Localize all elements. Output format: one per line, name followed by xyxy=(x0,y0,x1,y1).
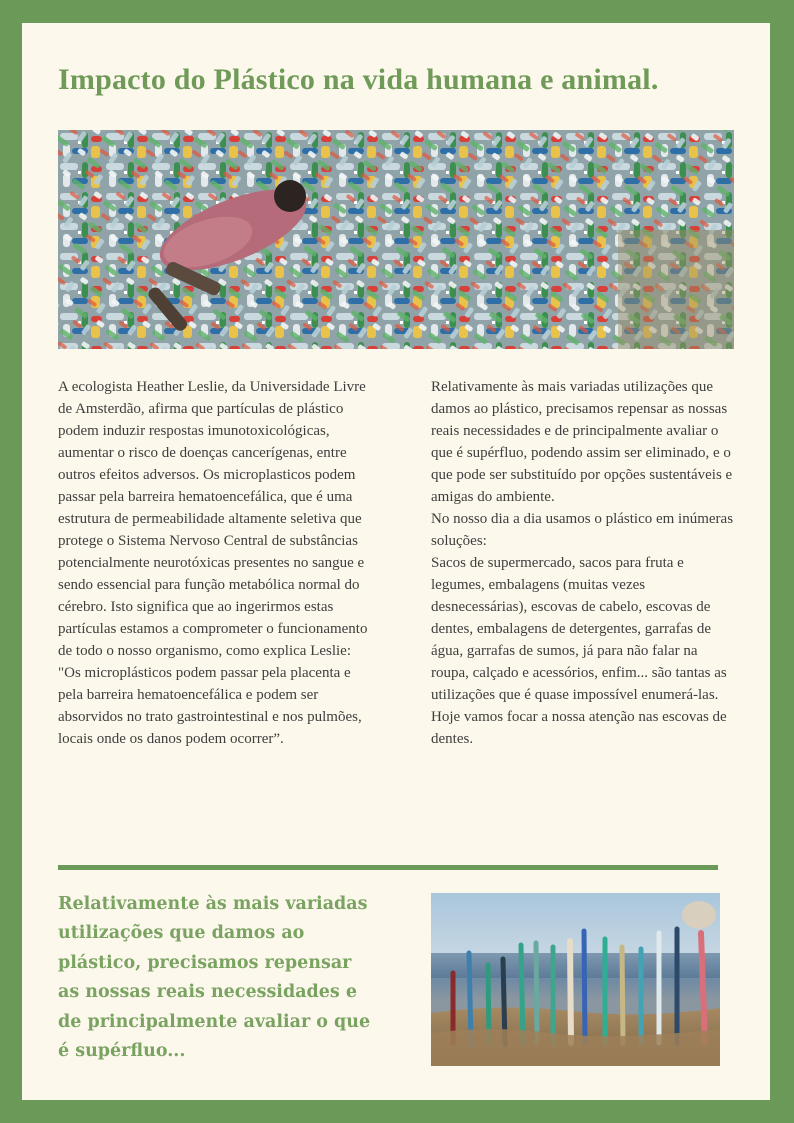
article-column-right xyxy=(431,376,737,750)
toothbrushes-photo xyxy=(431,893,720,1066)
article-column-left xyxy=(58,376,370,750)
section-divider xyxy=(58,865,718,870)
page-title: Impacto do Plástico na vida humana e animal. xyxy=(58,63,659,96)
article-paragraph: A ecologista Heather Leslie, da Universidade Livre de Amsterdão, afirma que partículas de plástico podem induzir respostas imunotoxicológicas, aumentar o risco de doenças cancerígenas, entre outros efeitos adversos. Os microplasticos podem passar pela barreira hematoencefálica, que é uma estrutura de permeabilidade altamente seletiva que protege o Sistema Nervoso Central de substâncias potencialmente neurotóxicas presentes no sangue e sendo essencial para função metabólica normal do cérebro. Isto significa que ao ingerirmos estas partículas estamos a comprometer o funcionamento de todo o nosso organismo, como explica Leslie: "Os microplásticos podem passar pela placenta e pela barreira hematoencefálica e podem ser absorvidos no trato gastrointestinal e nos pulmões, locais onde os danos podem ocorrer”. xyxy=(58,379,368,747)
document-page xyxy=(22,23,770,1100)
plastic-bottles-photo xyxy=(58,130,734,349)
pull-quote: Relativamente às mais variadas utilizações que damos ao plástico, precisamos repensar as nossas reais necessidades e de principalmente avaliar o que é supérfluo... xyxy=(58,894,371,1062)
article-paragraph: Sacos de supermercado, sacos para fruta e legumes, embalagens (muitas vezes desnecessárias), escovas de cabelo, escovas de dentes, embalagens de detergentes, garrafas de água, garrafas de sumos, já para não falar na roupa, calçado e acessórios, enfim... são tantas as utilizações que é quase impossível enumerá-las. xyxy=(431,555,727,703)
article-paragraph: Relativamente às mais variadas utilizações que damos ao plástico, precisamos repensar as nossas reais necessidades e de principalmente avaliar o que é supérfluo, podendo assim ser eliminado, e o que pode ser substituído por opções sustentáveis e amigas do ambiente. xyxy=(431,379,733,505)
article-paragraph: No nosso dia a dia usamos o plástico em inúmeras soluções: xyxy=(431,511,734,549)
article-paragraph: Hoje vamos focar a nossa atenção nas escovas de dentes. xyxy=(431,709,727,747)
